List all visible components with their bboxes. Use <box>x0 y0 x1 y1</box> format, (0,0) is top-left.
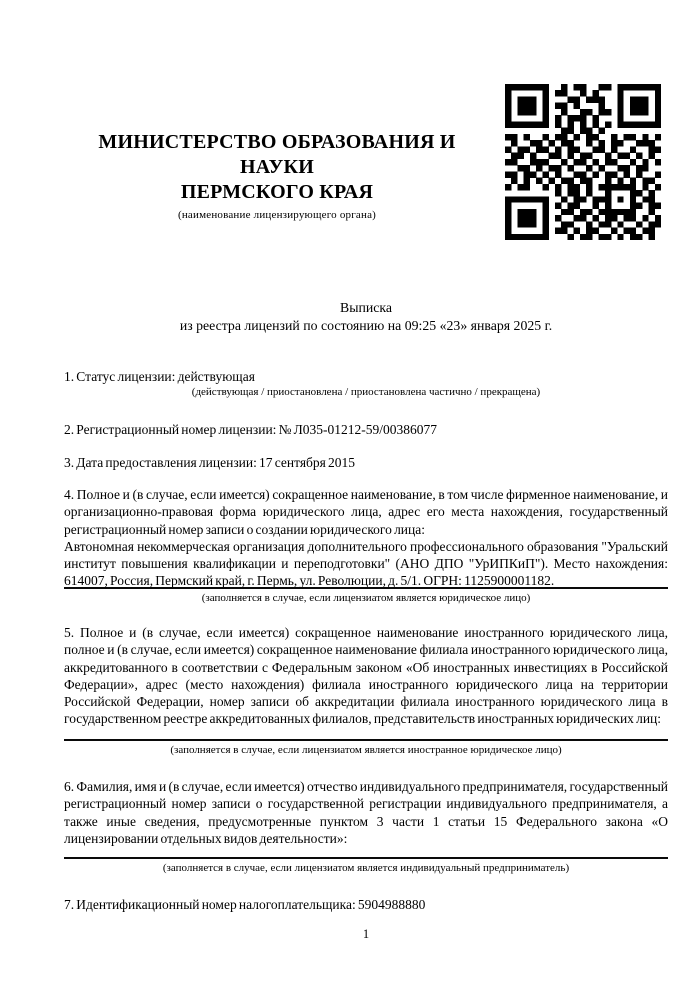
page-number: 1 <box>362 927 370 941</box>
ministry-header <box>64 130 490 222</box>
legal-entity-caption: (заполняется в случае, если лицензиатом является юридическое лицо) <box>201 592 531 604</box>
foreign-entity-separator <box>64 739 668 757</box>
foreign-entity-caption: (заполняется в случае, если лицензиатом является иностранное юридическое лицо) <box>170 744 562 756</box>
license-status-line: 1. Статус лицензии: действующая <box>64 369 255 384</box>
extract-title-block <box>64 299 668 334</box>
ministry-name-line2: ПЕРМСКОГО КРАЯ <box>180 181 374 203</box>
license-status-options-caption: (действующая / приостановлена / приостановлена частично / прекращена) <box>191 386 541 398</box>
qr-code-icon <box>505 84 661 240</box>
license-reg-number-line: 2. Регистрационный номер лицензии: № Л035-01212-59/00386077 <box>64 422 438 437</box>
ministry-name-line1: МИНИСТЕРСТВО ОБРАЗОВАНИЯ И НАУКИ <box>98 131 456 178</box>
taxpayer-number-line: 7. Идентификационный номер налогоплательщика: 5904988880 <box>64 897 426 912</box>
legal-entity-details: Автономная некоммерческая организация дополнительного профессионального образования "Уральский институт повышения квалификации и переподготовки" (АНО ДПО "УрИПКиП"). Место нахождения: 614007, Россия, Пермский край, г. Пермь, ул. Революции, д. 5/1. ОГРН: 1125900001182. <box>64 538 668 589</box>
extract-title: Выписка <box>340 300 392 315</box>
entrepreneur-separator <box>64 857 668 875</box>
legal-entity-intro: 4. Полное и (в случае, если имеется) сокращенное наименование, в том числе фирменное наименование, и организационно-правовая форма юридического лица, адрес его места нахождения, государственный регистрационный номер записи о создании юридического лица: <box>64 487 668 537</box>
entrepreneur-caption: (заполняется в случае, если лицензиатом является индивидуальный предприниматель) <box>162 862 570 874</box>
foreign-entity-section: 5. Полное и (в случае, если имеется) сокращенное наименование иностранного юридического лица, полное и (в случае, если имеется) сокращенное наименование филиала иностранного юридического лица, аккредитованного в соответствии с Федеральным законом «Об иностранных инвестициях в Российской Федерации», адрес (место нахождения) филиала иностранного юридического лица на территории Российской Федерации, номер записи об аккредитации филиала иностранного юридического лица в государственном реестре аккредитованных филиалов, представительств иностранных юридических лиц: <box>64 625 668 727</box>
entrepreneur-section: 6. Фамилия, имя и (в случае, если имеется) отчество индивидуального предпринимателя, государственный регистрационный номер записи о государственной регистрации индивидуального предпринимателя, а также иные сведения, предусмотренные пунктом 3 части 1 статьи 15 Федерального закона «О лицензировании отдельных видов деятельности»: <box>64 779 668 846</box>
legal-entity-separator <box>64 587 668 605</box>
licensing-authority-caption: (наименование лицензирующего органа) <box>177 209 377 221</box>
legal-entity-section <box>64 486 668 590</box>
extract-subtitle: из реестра лицензий по состоянию на 09:25 «23» января 2025 г. <box>179 317 553 333</box>
license-grant-date-line: 3. Дата предоставления лицензии: 17 сентября 2015 <box>64 455 356 470</box>
